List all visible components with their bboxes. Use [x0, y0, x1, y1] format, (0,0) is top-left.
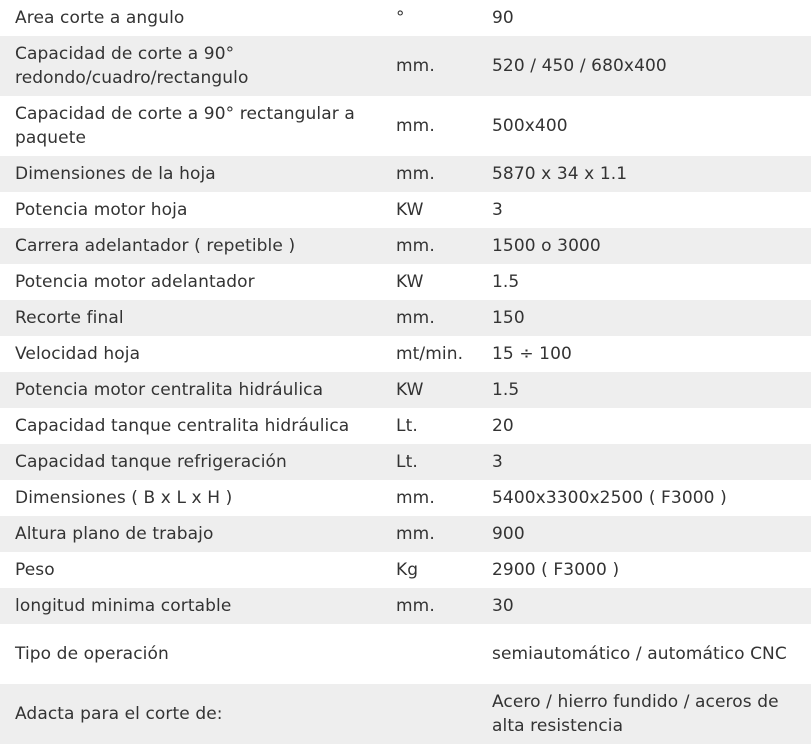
spec-value: 3 [477, 444, 811, 480]
table-row [0, 444, 811, 480]
spec-unit: KW [381, 192, 477, 228]
spec-parameter: Area corte a angulo [0, 0, 381, 36]
spec-unit: ° [381, 0, 477, 36]
spec-parameter: Capacidad de corte a 90° redondo/cuadro/rectangulo [0, 36, 381, 96]
spec-unit: KW [381, 264, 477, 300]
table-row [0, 408, 811, 444]
spec-parameter: Adacta para el corte de: [0, 684, 381, 744]
table-row [0, 480, 811, 516]
spec-value: 30 [477, 588, 811, 624]
spec-unit: mm. [381, 156, 477, 192]
spec-unit: mm. [381, 36, 477, 96]
spec-value: 520 / 450 / 680x400 [477, 36, 811, 96]
spec-unit: mm. [381, 96, 477, 156]
spec-unit: mm. [381, 480, 477, 516]
table-row [0, 36, 811, 96]
spec-unit: mm. [381, 516, 477, 552]
table-row [0, 264, 811, 300]
spec-parameter: Capacidad tanque centralita hidráulica [0, 408, 381, 444]
spec-parameter: Potencia motor centralita hidráulica [0, 372, 381, 408]
spec-value: 90 [477, 0, 811, 36]
table-row [0, 228, 811, 264]
table-row [0, 156, 811, 192]
table-row [0, 372, 811, 408]
spec-value: 1.5 [477, 372, 811, 408]
table-row [0, 516, 811, 552]
spec-value: 1500 o 3000 [477, 228, 811, 264]
spec-parameter: Carrera adelantador ( repetible ) [0, 228, 381, 264]
spec-parameter: Potencia motor adelantador [0, 264, 381, 300]
spec-parameter: longitud minima cortable [0, 588, 381, 624]
spec-parameter: Capacidad tanque refrigeración [0, 444, 381, 480]
spec-parameter: Peso [0, 552, 381, 588]
spec-value: 2900 ( F3000 ) [477, 552, 811, 588]
table-row [0, 624, 811, 684]
table-row [0, 588, 811, 624]
spec-value: Acero / hierro fundido / aceros de alta resistencia [477, 684, 811, 744]
spec-value: 150 [477, 300, 811, 336]
spec-value: 3 [477, 192, 811, 228]
spec-value: 900 [477, 516, 811, 552]
spec-unit: mm. [381, 228, 477, 264]
spec-unit: KW [381, 372, 477, 408]
table-row [0, 192, 811, 228]
spec-parameter: Capacidad de corte a 90° rectangular a paquete [0, 96, 381, 156]
spec-parameter: Potencia motor hoja [0, 192, 381, 228]
table-row [0, 96, 811, 156]
spec-value: 5400x3300x2500 ( F3000 ) [477, 480, 811, 516]
spec-unit: mm. [381, 588, 477, 624]
spec-parameter: Dimensiones ( B x L x H ) [0, 480, 381, 516]
spec-value: 20 [477, 408, 811, 444]
spec-unit [381, 684, 477, 744]
spec-value: 5870 x 34 x 1.1 [477, 156, 811, 192]
spec-parameter: Velocidad hoja [0, 336, 381, 372]
spec-parameter: Dimensiones de la hoja [0, 156, 381, 192]
table-row [0, 336, 811, 372]
spec-unit: mt/min. [381, 336, 477, 372]
spec-unit: Lt. [381, 444, 477, 480]
spec-value: 15 ÷ 100 [477, 336, 811, 372]
table-row [0, 684, 811, 744]
table-row [0, 300, 811, 336]
spec-value: semiautomático / automático CNC [477, 624, 811, 684]
table-row [0, 552, 811, 588]
spec-parameter: Tipo de operación [0, 624, 381, 684]
spec-value: 500x400 [477, 96, 811, 156]
spec-unit: mm. [381, 300, 477, 336]
spec-parameter: Recorte final [0, 300, 381, 336]
spec-value: 1.5 [477, 264, 811, 300]
table-row [0, 0, 811, 36]
spec-unit [381, 624, 477, 684]
spec-parameter: Altura plano de trabajo [0, 516, 381, 552]
spec-unit: Kg [381, 552, 477, 588]
spec-unit: Lt. [381, 408, 477, 444]
